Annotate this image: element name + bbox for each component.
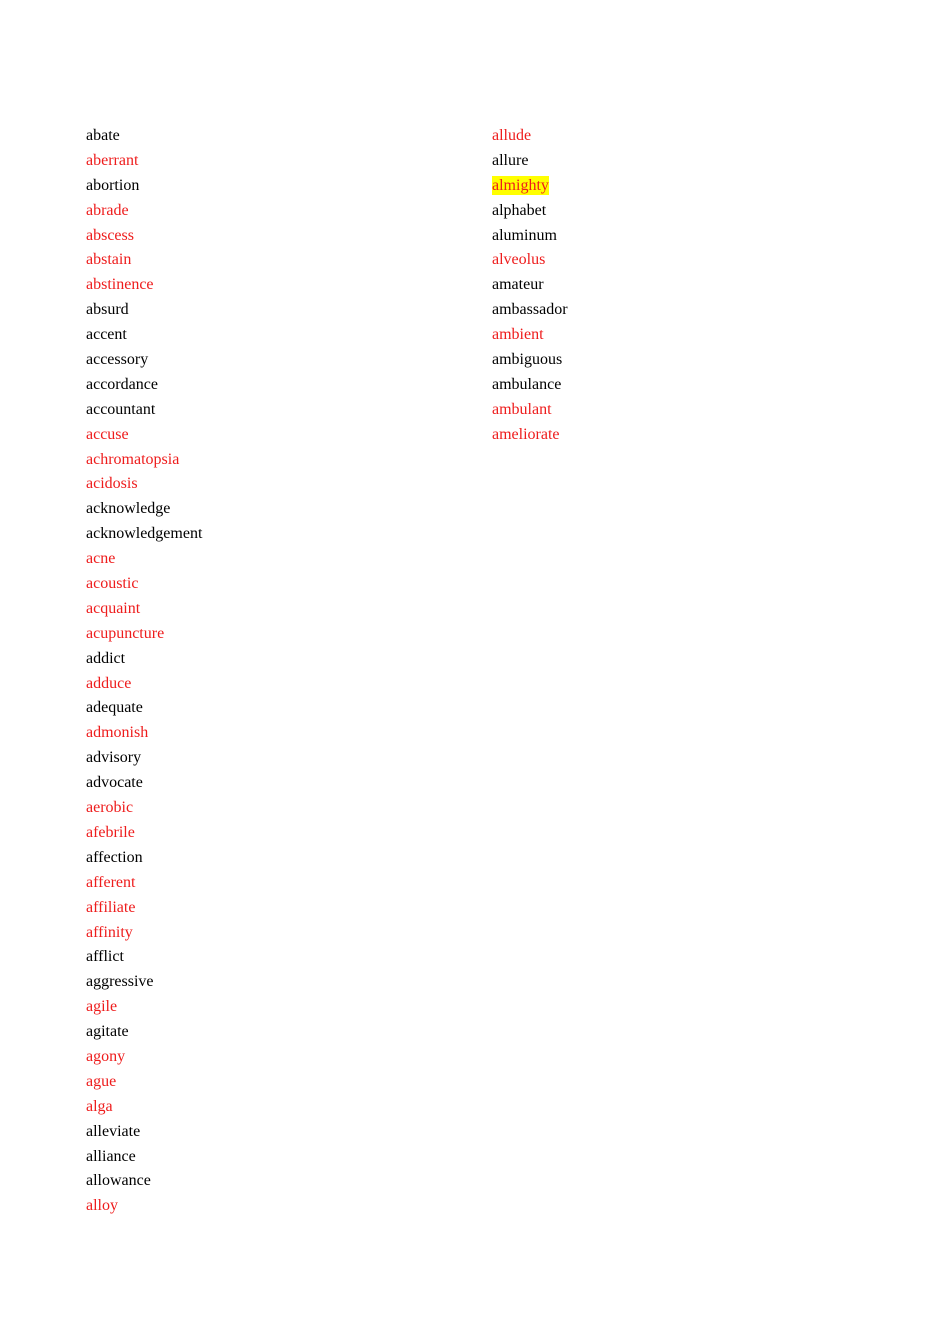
word-text: accountant [86,400,156,418]
word-text: acne [86,550,116,568]
word-text: allude [492,127,532,144]
word-item [86,597,202,622]
word-text: affinity [86,923,133,941]
word-item [86,696,202,721]
word-item [86,572,202,597]
word-item [86,1145,202,1170]
word-text: adequate [86,699,143,717]
word-item [492,124,568,149]
word-text: abate [86,127,120,144]
word-text: ambient [492,326,544,344]
word-text: ambulance [492,375,562,393]
word-text: agitate [86,1023,129,1041]
word-text: alleviate [86,1122,141,1140]
word-item [86,1020,202,1045]
word-text: ambiguous [492,351,563,369]
word-text: acknowledgement [86,525,203,543]
word-text: abscess [86,226,134,244]
word-item [86,995,202,1020]
word-text: alloy [86,1197,118,1215]
word-item [86,771,202,796]
word-text: alphabet [492,201,547,219]
word-text: alga [86,1097,113,1115]
word-item [86,672,202,697]
word-item [86,647,202,672]
word-text: achromatopsia [86,450,180,468]
word-item [86,398,202,423]
word-item [86,871,202,896]
word-text: afebrile [86,823,135,841]
word-item [492,199,568,224]
word-text: amateur [492,276,544,294]
word-item [86,298,202,323]
word-text: absurd [86,301,129,319]
word-item [492,398,568,423]
word-text: acidosis [86,475,138,493]
word-item [492,298,568,323]
word-item [492,248,568,273]
word-item [86,1095,202,1120]
word-item [86,622,202,647]
highlighted-word-text: almighty [492,176,549,194]
word-item [86,199,202,224]
word-column-left [86,124,202,1219]
word-item [86,124,202,149]
word-item [86,174,202,199]
word-text: aberrant [86,151,139,169]
word-text: adduce [86,674,132,692]
word-item [492,273,568,298]
word-item [86,149,202,174]
word-text: abortion [86,176,140,194]
word-item [86,448,202,473]
word-item [492,373,568,398]
word-text: aluminum [492,226,557,244]
word-item [492,174,568,199]
word-text: advocate [86,774,143,792]
word-item [86,1045,202,1070]
word-item [86,1120,202,1145]
word-item [86,547,202,572]
word-text: admonish [86,724,149,742]
word-text: advisory [86,749,142,767]
word-text: addict [86,649,126,667]
word-text: allure [492,151,529,169]
word-text: affection [86,848,143,866]
word-item [492,149,568,174]
word-column-right [492,124,568,448]
word-item [86,273,202,298]
word-item [86,1070,202,1095]
word-item [86,1194,202,1219]
word-item [86,348,202,373]
word-text: acupuncture [86,624,165,642]
word-item [86,721,202,746]
word-item [86,248,202,273]
word-item [492,423,568,448]
word-text: afferent [86,873,136,891]
word-text: ague [86,1072,117,1090]
word-item [86,224,202,249]
word-item [86,796,202,821]
word-text: acquaint [86,599,141,617]
word-item [492,348,568,373]
word-item [86,522,202,547]
word-item [86,472,202,497]
word-text: affiliate [86,898,136,916]
word-text: allowance [86,1172,151,1190]
word-text: accessory [86,351,149,369]
word-text: agony [86,1047,126,1065]
word-text: afflict [86,948,124,966]
word-text: aerobic [86,799,134,817]
word-item [86,945,202,970]
word-item [86,497,202,522]
word-item [86,970,202,995]
word-text: accuse [86,425,129,443]
word-text: abstain [86,251,132,269]
word-item [492,224,568,249]
word-text: agile [86,998,118,1016]
word-text: abstinence [86,276,154,294]
word-text: accent [86,326,127,344]
word-item [86,373,202,398]
word-item [86,323,202,348]
word-text: alveolus [492,251,546,269]
word-item [86,846,202,871]
word-text: aggressive [86,973,154,991]
word-text: accordance [86,375,158,393]
word-item [86,821,202,846]
word-item [86,423,202,448]
word-text: ameliorate [492,425,560,443]
word-item [86,896,202,921]
word-item [86,1169,202,1194]
word-text: alliance [86,1147,136,1165]
word-text: acknowledge [86,500,171,518]
word-text: acoustic [86,575,139,593]
word-text: ambulant [492,400,552,418]
word-item [492,323,568,348]
word-text: abrade [86,201,129,219]
word-item [86,746,202,771]
word-item [86,921,202,946]
word-text: ambassador [492,301,568,319]
